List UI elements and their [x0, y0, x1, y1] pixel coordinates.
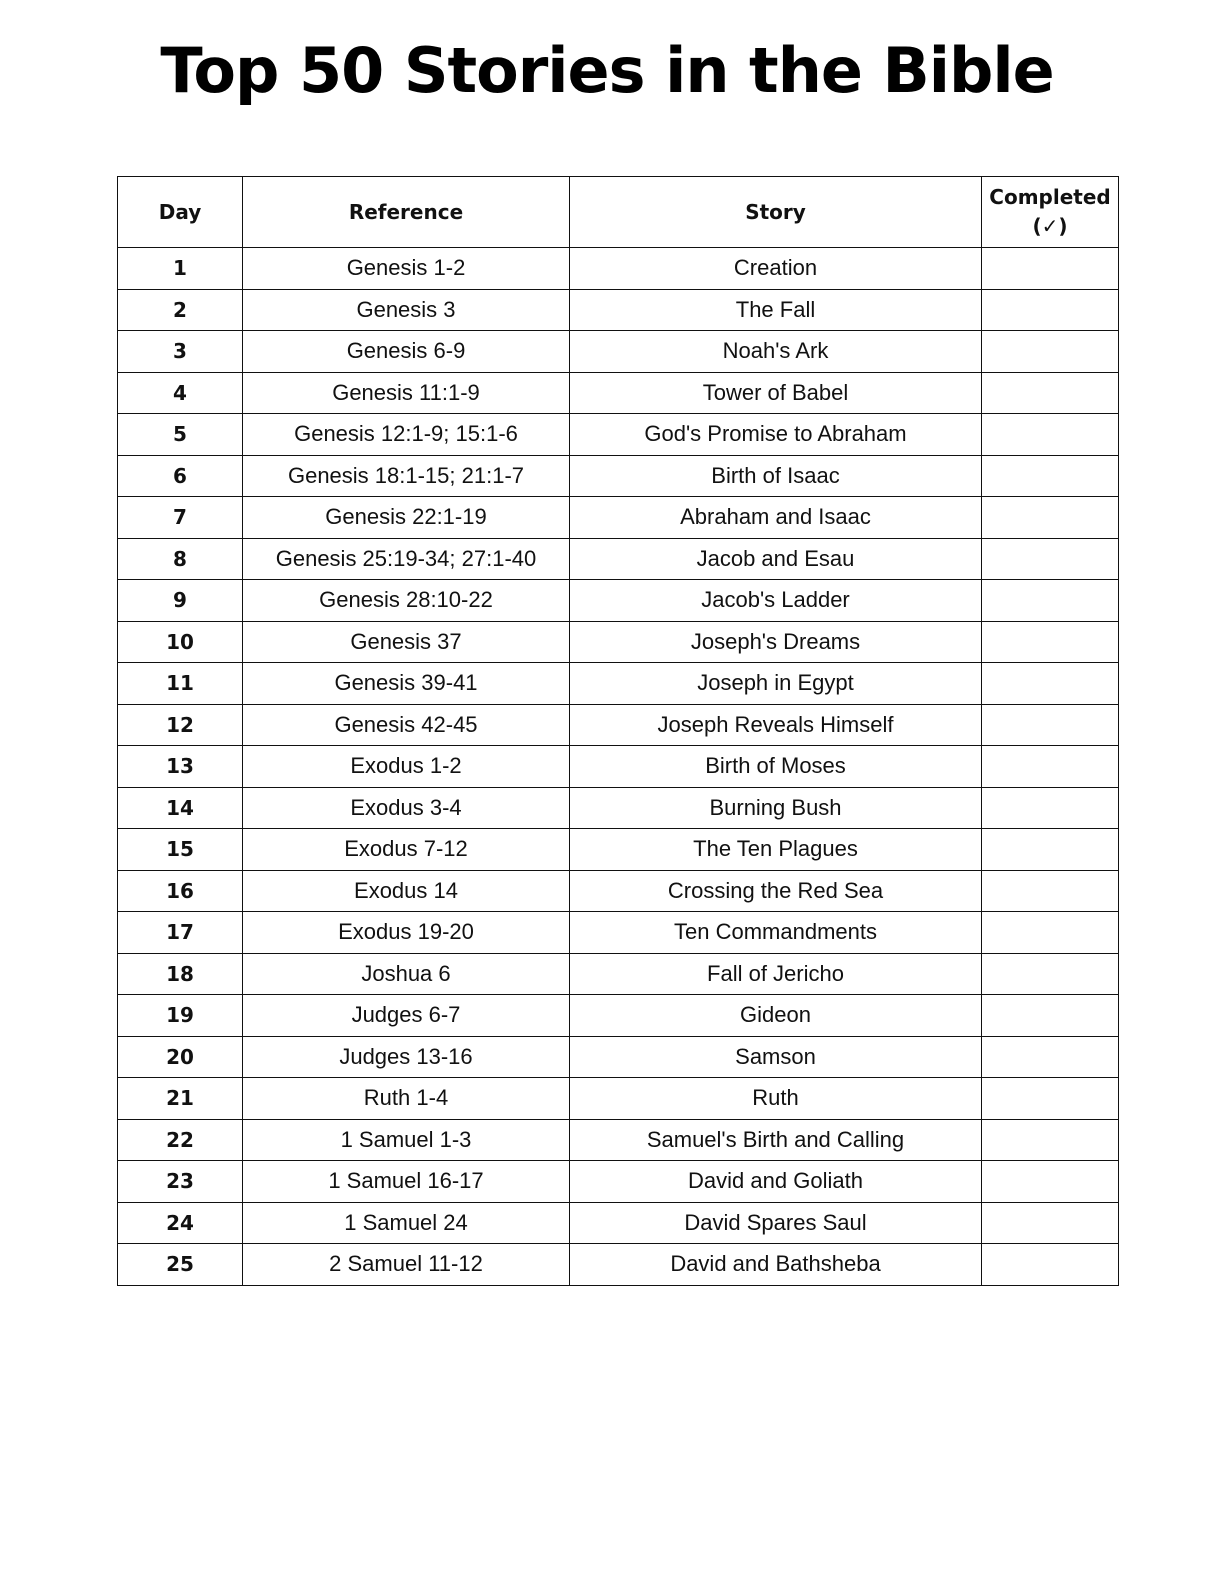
reference-cell: Exodus 14	[243, 870, 570, 912]
day-cell: 15	[118, 829, 243, 871]
completed-checkbox-cell[interactable]	[982, 497, 1119, 539]
day-cell: 7	[118, 497, 243, 539]
day-cell: 20	[118, 1036, 243, 1078]
story-cell: Jacob and Esau	[570, 538, 982, 580]
table-row	[118, 1036, 1119, 1078]
completed-checkbox-cell[interactable]	[982, 1244, 1119, 1286]
page-title: Top 50 Stories in the Bible	[160, 34, 1054, 107]
table-body	[118, 248, 1119, 1286]
table-row	[118, 746, 1119, 788]
header-completed	[982, 177, 1119, 248]
table-row	[118, 580, 1119, 622]
completed-checkbox-cell[interactable]	[982, 414, 1119, 456]
day-cell: 1	[118, 248, 243, 290]
header-reference: Reference	[243, 177, 570, 248]
day-cell: 11	[118, 663, 243, 705]
day-cell: 4	[118, 372, 243, 414]
reference-cell: Ruth 1-4	[243, 1078, 570, 1120]
day-cell: 2	[118, 289, 243, 331]
completed-checkbox-cell[interactable]	[982, 289, 1119, 331]
day-cell: 19	[118, 995, 243, 1037]
story-cell: Samuel's Birth and Calling	[570, 1119, 982, 1161]
table-row	[118, 787, 1119, 829]
day-cell: 5	[118, 414, 243, 456]
day-cell: 10	[118, 621, 243, 663]
reference-cell: Genesis 25:19-34; 27:1-40	[243, 538, 570, 580]
completed-checkbox-cell[interactable]	[982, 663, 1119, 705]
table-header-row	[118, 177, 1119, 248]
story-cell: David and Bathsheba	[570, 1244, 982, 1286]
story-cell: Burning Bush	[570, 787, 982, 829]
completed-checkbox-cell[interactable]	[982, 1036, 1119, 1078]
table-row	[118, 663, 1119, 705]
story-cell: Ten Commandments	[570, 912, 982, 954]
completed-checkbox-cell[interactable]	[982, 1202, 1119, 1244]
reference-cell: Genesis 22:1-19	[243, 497, 570, 539]
reference-cell: Genesis 37	[243, 621, 570, 663]
table-row	[118, 497, 1119, 539]
completed-checkbox-cell[interactable]	[982, 372, 1119, 414]
day-cell: 3	[118, 331, 243, 373]
completed-checkbox-cell[interactable]	[982, 953, 1119, 995]
reference-cell: Exodus 1-2	[243, 746, 570, 788]
reference-cell: Genesis 28:10-22	[243, 580, 570, 622]
completed-checkbox-cell[interactable]	[982, 746, 1119, 788]
table-row	[118, 1119, 1119, 1161]
table-row	[118, 1244, 1119, 1286]
day-cell: 17	[118, 912, 243, 954]
completed-checkbox-cell[interactable]	[982, 787, 1119, 829]
header-day: Day	[118, 177, 243, 248]
completed-checkbox-cell[interactable]	[982, 912, 1119, 954]
table-row	[118, 372, 1119, 414]
table-row	[118, 414, 1119, 456]
reference-cell: Judges 6-7	[243, 995, 570, 1037]
table-row	[118, 870, 1119, 912]
story-cell: David and Goliath	[570, 1161, 982, 1203]
header-completed-check: (✓)	[1032, 214, 1068, 238]
table-row	[118, 538, 1119, 580]
day-cell: 9	[118, 580, 243, 622]
day-cell: 14	[118, 787, 243, 829]
completed-checkbox-cell[interactable]	[982, 1078, 1119, 1120]
reference-cell: Joshua 6	[243, 953, 570, 995]
story-cell: Noah's Ark	[570, 331, 982, 373]
reference-cell: Exodus 7-12	[243, 829, 570, 871]
table-row	[118, 1202, 1119, 1244]
story-cell: Joseph in Egypt	[570, 663, 982, 705]
story-cell: Crossing the Red Sea	[570, 870, 982, 912]
story-cell: The Fall	[570, 289, 982, 331]
reference-cell: 1 Samuel 16-17	[243, 1161, 570, 1203]
reading-plan-table	[117, 176, 1119, 1286]
completed-checkbox-cell[interactable]	[982, 538, 1119, 580]
header-completed-label: Completed	[989, 185, 1111, 209]
table-row	[118, 455, 1119, 497]
reference-cell: Exodus 19-20	[243, 912, 570, 954]
reference-cell: Genesis 12:1-9; 15:1-6	[243, 414, 570, 456]
day-cell: 12	[118, 704, 243, 746]
table-row	[118, 1161, 1119, 1203]
day-cell: 16	[118, 870, 243, 912]
completed-checkbox-cell[interactable]	[982, 1119, 1119, 1161]
reference-cell: Genesis 18:1-15; 21:1-7	[243, 455, 570, 497]
story-cell: Abraham and Isaac	[570, 497, 982, 539]
table-row	[118, 289, 1119, 331]
table-row	[118, 621, 1119, 663]
reference-cell: Genesis 1-2	[243, 248, 570, 290]
table-row	[118, 704, 1119, 746]
completed-checkbox-cell[interactable]	[982, 829, 1119, 871]
day-cell: 8	[118, 538, 243, 580]
completed-checkbox-cell[interactable]	[982, 455, 1119, 497]
reference-cell: Genesis 6-9	[243, 331, 570, 373]
completed-checkbox-cell[interactable]	[982, 870, 1119, 912]
day-cell: 6	[118, 455, 243, 497]
reference-cell: Judges 13-16	[243, 1036, 570, 1078]
story-cell: Birth of Moses	[570, 746, 982, 788]
story-cell: Creation	[570, 248, 982, 290]
story-cell: Tower of Babel	[570, 372, 982, 414]
day-cell: 21	[118, 1078, 243, 1120]
day-cell: 22	[118, 1119, 243, 1161]
reference-cell: 1 Samuel 24	[243, 1202, 570, 1244]
reference-cell: 1 Samuel 1-3	[243, 1119, 570, 1161]
table-row	[118, 829, 1119, 871]
day-cell: 13	[118, 746, 243, 788]
story-cell: The Ten Plagues	[570, 829, 982, 871]
completed-checkbox-cell[interactable]	[982, 704, 1119, 746]
completed-checkbox-cell[interactable]	[982, 1161, 1119, 1203]
story-cell: Joseph's Dreams	[570, 621, 982, 663]
table-row	[118, 912, 1119, 954]
reference-cell: Genesis 39-41	[243, 663, 570, 705]
reference-cell: 2 Samuel 11-12	[243, 1244, 570, 1286]
completed-checkbox-cell[interactable]	[982, 248, 1119, 290]
reference-cell: Genesis 11:1-9	[243, 372, 570, 414]
completed-checkbox-cell[interactable]	[982, 580, 1119, 622]
story-cell: David Spares Saul	[570, 1202, 982, 1244]
day-cell: 25	[118, 1244, 243, 1286]
header-story: Story	[570, 177, 982, 248]
story-cell: Gideon	[570, 995, 982, 1037]
day-cell: 23	[118, 1161, 243, 1203]
story-cell: Birth of Isaac	[570, 455, 982, 497]
completed-checkbox-cell[interactable]	[982, 995, 1119, 1037]
table-row	[118, 953, 1119, 995]
story-cell: Samson	[570, 1036, 982, 1078]
reference-cell: Genesis 3	[243, 289, 570, 331]
story-cell: God's Promise to Abraham	[570, 414, 982, 456]
story-cell: Ruth	[570, 1078, 982, 1120]
table-row	[118, 995, 1119, 1037]
table-row	[118, 331, 1119, 373]
story-cell: Jacob's Ladder	[570, 580, 982, 622]
reference-cell: Exodus 3-4	[243, 787, 570, 829]
reference-cell: Genesis 42-45	[243, 704, 570, 746]
day-cell: 18	[118, 953, 243, 995]
table-row	[118, 248, 1119, 290]
story-cell: Joseph Reveals Himself	[570, 704, 982, 746]
completed-checkbox-cell[interactable]	[982, 621, 1119, 663]
completed-checkbox-cell[interactable]	[982, 331, 1119, 373]
table-row	[118, 1078, 1119, 1120]
day-cell: 24	[118, 1202, 243, 1244]
story-cell: Fall of Jericho	[570, 953, 982, 995]
